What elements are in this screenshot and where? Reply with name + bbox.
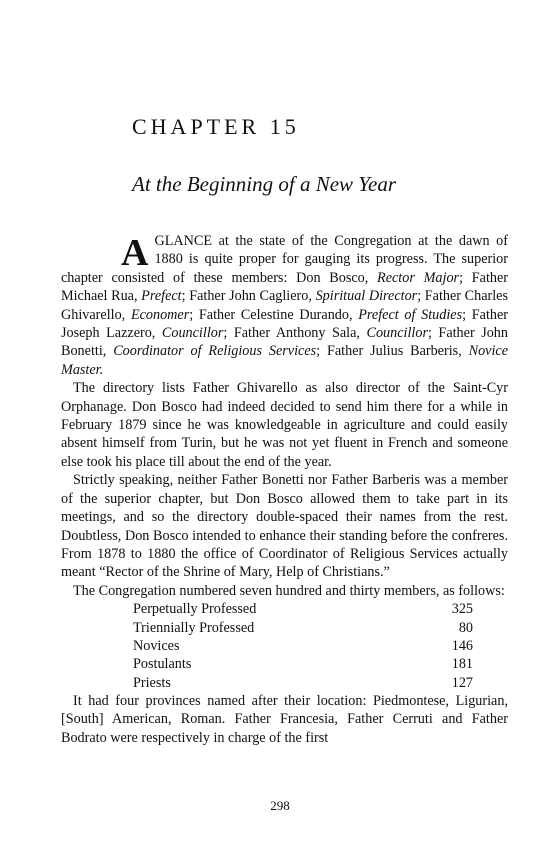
- italic-title: Councillor: [366, 325, 428, 342]
- text-run: GLANCE at the state of the Congregation at the dawn of 1880 is quite proper for gauging its progress. The superior chapter consisted of these members: Don Bosco,: [61, 233, 508, 286]
- italic-title: Spiritual Director: [315, 288, 418, 305]
- stat-row: [133, 600, 473, 618]
- italic-title: Prefect of Studies: [358, 306, 463, 323]
- paragraph-4: The Congregation numbered seven hundred and thirty members, as follows:: [73, 582, 505, 599]
- drop-cap: A: [121, 232, 149, 274]
- text-run: ; Father Celestine Durando,: [189, 306, 359, 323]
- chapter-title: At the Beginning of a New Year: [132, 172, 397, 196]
- stat-row: [133, 637, 473, 655]
- paragraph-3: Strictly speaking, neither Father Bonetti nor Father Barberis was a member of the superior chapter, but Don Bosco allowed them to take part in its meetings, and so the directory double-spaced their names from the rest. Doubtless, Don Bosco intended to enhance their standing before the confreres. From 1878 to 1880 the office of Coordinator of Religious Services actually meant “Rector of the Shrine of Mary, Help of Christians.”: [61, 472, 508, 581]
- paragraph-1: [61, 232, 508, 379]
- stat-label: Triennially Professed: [133, 619, 255, 636]
- text-run: ; Father Julius Barberis,: [316, 343, 469, 360]
- text-run: ; Father Charles Ghivarello,: [61, 288, 509, 323]
- stat-row: [133, 619, 473, 637]
- italic-title: Coordinator of Religious Services: [113, 343, 317, 360]
- stat-row: [133, 655, 473, 673]
- text-run: ; Father John Bonetti,: [61, 325, 508, 360]
- italic-title: Rector Major: [377, 269, 460, 286]
- stat-value: 127: [451, 674, 473, 691]
- paragraph-2: The directory lists Father Ghivarello as also director of the Saint-Cyr Orphanage. Don Bosco had indeed decided to send him there for a while in February 1879 since he was knowledgeable in agriculture and could easily absent himself from Turin, but he was not yet fluent in French and someone else took his place till about the end of the year.: [61, 380, 508, 470]
- text-run: ; Father John Cagliero,: [181, 288, 316, 305]
- body-text: [61, 232, 508, 747]
- page-number: 298: [270, 798, 290, 813]
- stat-value: 181: [451, 656, 473, 673]
- stat-label: Novices: [133, 637, 180, 654]
- italic-title: Councillor: [161, 325, 224, 342]
- stat-value: 146: [451, 637, 473, 654]
- text-run: ; Father Joseph Lazzero,: [61, 306, 509, 342]
- italic-title: Novice Master.: [61, 343, 508, 378]
- stat-label: Postulants: [133, 656, 192, 673]
- stat-value: 80: [458, 619, 473, 636]
- italic-title: Prefect: [141, 288, 182, 305]
- stat-label: Perpetually Professed: [133, 601, 257, 618]
- text-run: ; Father Anthony Sala,: [223, 325, 367, 342]
- stat-row: [133, 674, 473, 692]
- member-stats-list: [133, 600, 473, 692]
- chapter-label: CHAPTER 15: [132, 114, 300, 139]
- stat-label: Priests: [133, 674, 171, 691]
- text-run: ; Father Michael Rua,: [61, 269, 508, 305]
- paragraph-5: It had four provinces named after their location: Piedmontese, Ligurian, [South] American, Roman. Father Francesia, Father Cerruti and Father Bodrato were respectively in charge of the first: [61, 693, 508, 746]
- stat-value: 325: [451, 601, 473, 618]
- italic-title: Economer: [130, 306, 190, 323]
